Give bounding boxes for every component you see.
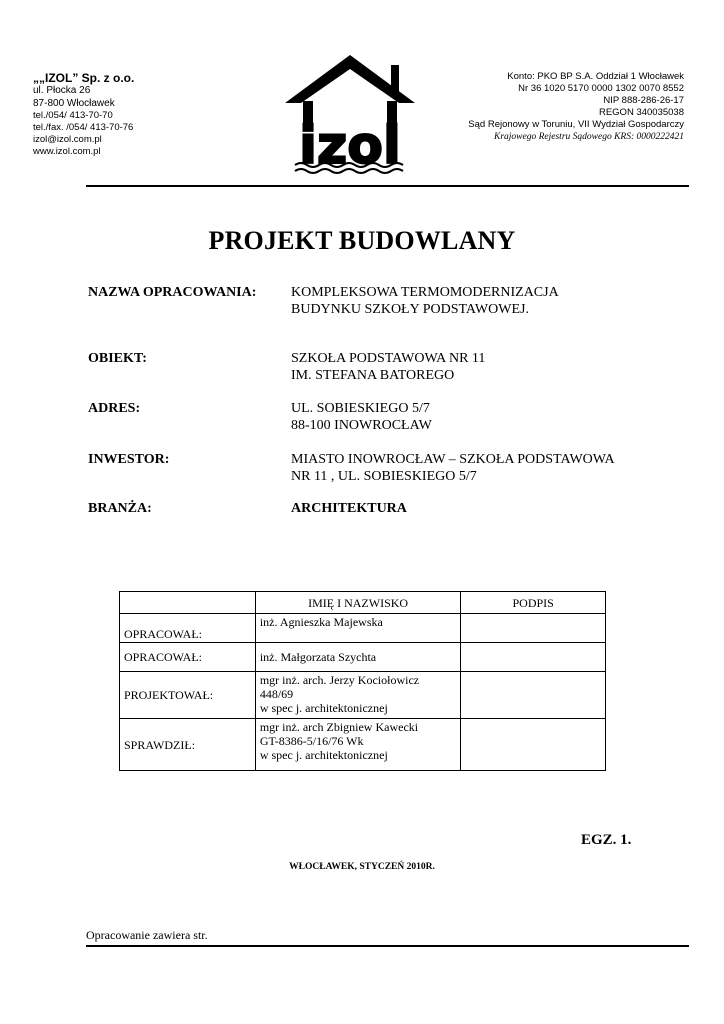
logo-text: izol	[299, 116, 401, 175]
table-row	[120, 614, 606, 643]
name-line: w spec j. architektonicznej	[259, 701, 388, 715]
field-value-line: SZKOŁA PODSTAWOWA NR 11	[291, 351, 486, 366]
field-value	[291, 284, 691, 318]
table-cell-name	[255, 719, 461, 771]
bank-account: Konto: PKO BP S.A. Oddział 1 Włocławek	[507, 71, 684, 82]
name-line: mgr inż. arch. Jerzy Kociołowicz	[259, 673, 420, 687]
field-value	[291, 451, 691, 485]
name-line: 448/69	[259, 687, 294, 701]
field-label: ADRES:	[88, 401, 141, 416]
name-line: inż. Małgorzata Szychta	[259, 650, 377, 664]
nip: NIP 888-286-26-17	[603, 95, 684, 106]
place-date: WŁOCŁAWEK, STYCZEŃ 2010R.	[289, 862, 435, 872]
company-www: www.izol.com.pl	[33, 146, 101, 157]
izol-logo	[283, 53, 418, 175]
field-label: NAZWA OPRACOWANIA:	[88, 285, 257, 300]
field-label: OBIEKT:	[88, 351, 147, 366]
company-fax: tel./fax. /054/ 413-70-76	[33, 122, 134, 133]
table-header: PODPIS	[461, 592, 606, 614]
regon: REGON 340035038	[598, 107, 684, 118]
header-divider	[86, 185, 689, 187]
field-value-line: ARCHITEKTURA	[291, 501, 407, 516]
field-value-line: 88-100 INOWROCŁAW	[291, 418, 432, 433]
table-cell-signature	[461, 672, 606, 719]
table-cell-role: SPRAWDZIŁ:	[120, 719, 256, 771]
field-label: BRANŻA:	[88, 501, 152, 516]
table-cell-role: OPRACOWAŁ:	[120, 614, 256, 643]
company-street: ul. Płocka 26	[33, 85, 91, 96]
signature-table	[119, 591, 606, 771]
name-line: mgr inż. arch Zbigniew Kawecki	[259, 720, 419, 734]
bank-info	[468, 71, 684, 143]
field-value-line: MIASTO INOWROCŁAW – SZKOŁA PODSTAWOWA	[291, 452, 615, 467]
company-info	[33, 71, 134, 158]
field-value-line: UL. SOBIESKIEGO 5/7	[291, 401, 430, 416]
field-value	[291, 400, 691, 434]
table-row	[120, 719, 606, 771]
field-value-line: NR 11 , UL. SOBIESKIEGO 5/7	[291, 469, 477, 484]
krs: Krajowego Rejestru Sądowego KRS: 0000222421	[494, 132, 684, 142]
page-title: PROJEKT BUDOWLANY	[208, 226, 516, 255]
table-cell-role: OPRACOWAŁ:	[120, 643, 256, 672]
company-city: 87-800 Włocławek	[33, 97, 115, 109]
name-line: w spec j. architektonicznej	[259, 748, 388, 762]
company-email: izol@izol.com.pl	[33, 134, 102, 145]
name-line: GT-8386-5/16/76 Wk	[259, 734, 364, 748]
table-header-row	[120, 592, 606, 614]
table-row	[120, 672, 606, 719]
table-header: IMIĘ I NAZWISKO	[255, 592, 461, 614]
field-value-line: IM. STEFANA BATOREGO	[291, 368, 455, 383]
table-cell-name	[255, 672, 461, 719]
table-row	[120, 643, 606, 672]
field-value	[291, 500, 691, 517]
field-value-line: BUDYNKU SZKOŁY PODSTAWOWEJ.	[291, 302, 529, 317]
table-cell-signature	[461, 719, 606, 771]
bank-number: Nr 36 1020 5170 0000 1302 0070 8552	[518, 83, 684, 94]
copy-number: EGZ. 1.	[581, 832, 632, 848]
footer-divider	[86, 945, 689, 947]
table-cell-name	[255, 614, 461, 643]
table-header	[120, 592, 256, 614]
page-count-note: Opracowanie zawiera str.	[86, 928, 208, 942]
field-value	[291, 350, 691, 384]
field-value-line: KOMPLEKSOWA TERMOMODERNIZACJA	[291, 285, 559, 300]
name-line: inż. Agnieszka Majewska	[259, 615, 383, 629]
table-cell-name	[255, 643, 461, 672]
table-cell-signature	[461, 643, 606, 672]
court: Sąd Rejonowy w Toruniu, VII Wydział Gospodarczy	[468, 119, 684, 130]
company-name: „„IZOL” Sp. z o.o.	[33, 71, 135, 85]
company-tel: tel./054/ 413-70-70	[33, 110, 113, 121]
table-cell-role: PROJEKTOWAŁ:	[120, 672, 256, 719]
table-cell-signature	[461, 614, 606, 643]
house-logo-icon	[283, 53, 418, 175]
field-label: INWESTOR:	[88, 452, 170, 467]
